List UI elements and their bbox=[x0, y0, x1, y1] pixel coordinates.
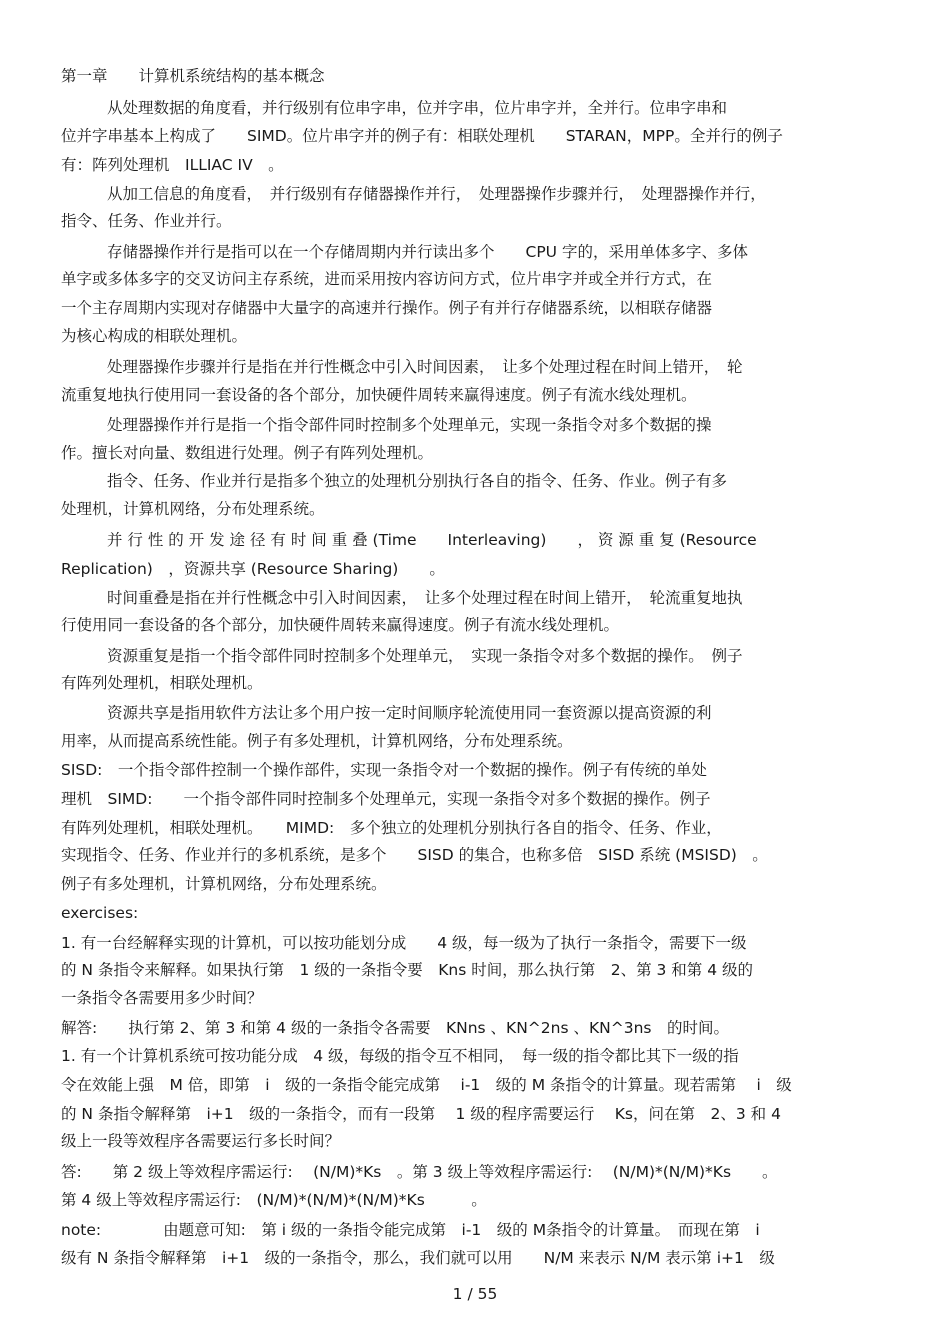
text-line: 指令、任务、作业并行是指多个独立的处理机分别执行各自的指令、任务、作业。例子有多 bbox=[107, 472, 728, 490]
text-line: 有阵列处理机，相联处理机。 MIMD: 多个独立的处理机分别执行各自的指令、任务、作业， bbox=[61, 819, 722, 837]
text-line: 并 行 性 的 开 发 途 径 有 时 间 重 叠 (Time Interleaving) ， 资 源 重 复 (Resource bbox=[107, 531, 757, 549]
text-line: 为核心构成的相联处理机。 bbox=[61, 327, 248, 345]
text-line: 位并字串基本上构成了 SIMD。位片串字并的例子有：相联处理机 STARAN，MPP。全并行的例子 bbox=[61, 127, 783, 145]
text-line: 第 4 级上等效程序需运行: (N/M)*(N/M)*(N/M)*Ks 。 bbox=[61, 1191, 487, 1209]
section-label: exercises: bbox=[61, 904, 139, 922]
text-line: 令在效能上强 M 倍，即第 i 级的一条指令能完成第 i-1 级的 M 条指令的计算量。现若需第 i 级 bbox=[61, 1076, 792, 1094]
text-line: 理机 SIMD: 一个指令部件同时控制多个处理单元，实现一条指令对多个数据的操作。例子 bbox=[61, 790, 711, 808]
text-line: SISD: 一个指令部件控制一个操作部件，实现一条指令对一个数据的操作。例子有传统的单处 bbox=[61, 761, 707, 779]
text-line: 级有 N 条指令解释第 i+1 级的一条指令，那么，我们就可以用 N/M 来表示 N/M 表示第 i+1 级 bbox=[61, 1249, 775, 1267]
text-line: 1. 有一个计算机系统可按功能分成 4 级，每级的指令互不相同， 每一级的指令都比其下一级的指 bbox=[61, 1047, 739, 1065]
text-line: 存储器操作并行是指可以在一个存储周期内并行读出多个 CPU 字的，采用单体多字、多体 bbox=[107, 243, 748, 261]
text-line: 的 N 条指令解释第 i+1 级的一条指令，而有一段第 1 级的程序需要运行 Ks，问在第 2、3 和 4 bbox=[61, 1105, 781, 1123]
text-line: 级上一段等效程序各需要运行多长时间？ bbox=[61, 1132, 341, 1150]
text-line: 处理器操作步骤并行是指在并行性概念中引入时间因素， 让多个处理过程在时间上错开， 轮 bbox=[107, 358, 743, 376]
text-line: 资源重复是指一个指令部件同时控制多个处理单元， 实现一条指令对多个数据的操作。 例子 bbox=[107, 647, 743, 665]
text-line: 实现指令、任务、作业并行的多机系统，是多个 SISD 的集合，也称多倍 SISD 系统 (MSISD) 。 bbox=[61, 846, 768, 864]
text-line: 资源共享是指用软件方法让多个用户按一定时间顺序轮流使用同一套资源以提高资源的利 bbox=[107, 704, 712, 722]
text-line: 从处理数据的角度看，并行级别有位串字串，位并字串，位片串字并，全并行。位串字串和 bbox=[107, 99, 728, 117]
text-line: 用率，从而提高系统性能。例子有多处理机，计算机网络，分布处理系统。 bbox=[61, 732, 573, 750]
text-line: 流重复地执行使用同一套设备的各个部分，加快硬件周转来赢得速度。例子有流水线处理机。 bbox=[61, 386, 697, 404]
text-line: 指令、任务、作业并行。 bbox=[61, 212, 232, 230]
text-line: 一条指令各需要用多少时间？ bbox=[61, 989, 263, 1007]
text-line: 行使用同一套设备的各个部分，加快硬件周转来赢得速度。例子有流水线处理机。 bbox=[61, 616, 620, 634]
text-line: 有：阵列处理机 ILLIAC IV 。 bbox=[61, 156, 284, 174]
text-line: 单字或多体多字的交叉访问主存系统，进而采用按内容访问方式，位片串字并或全并行方式，在 bbox=[61, 270, 713, 288]
text-line: 时间重叠是指在并行性概念中引入时间因素， 让多个处理过程在时间上错开， 轮流重复地执 bbox=[107, 589, 743, 607]
text-line: 的 N 条指令来解释。如果执行第 1 级的一条指令要 Kns 时间，那么执行第 2、第 3 和第 4 级的 bbox=[61, 961, 754, 979]
text-line: 例子有多处理机，计算机网络，分布处理系统。 bbox=[61, 875, 387, 893]
text-line: 处理器操作并行是指一个指令部件同时控制多个处理单元，实现一条指令对多个数据的操 bbox=[107, 416, 712, 434]
text-line: note: 由题意可知: 第 i 级的一条指令能完成第 i-1 级的 M条指令的计算量。 而现在第 i bbox=[61, 1221, 760, 1239]
text-line: 从加工信息的角度看， 并行级别有存储器操作并行， 处理器操作步骤并行， 处理器操作并行， bbox=[107, 185, 766, 203]
text-line: 作。擅长对向量、数组进行处理。例子有阵列处理机。 bbox=[61, 444, 434, 462]
text-line: 答: 第 2 级上等效程序需运行: (N/M)*Ks 。第 3 级上等效程序需运行: (N/M)*(N/M)*Ks 。 bbox=[61, 1163, 778, 1181]
text-line: Replication) ，资源共享 (Resource Sharing) 。 bbox=[61, 560, 445, 578]
chapter-title: 第一章 计算机系统结构的基本概念 bbox=[61, 67, 325, 85]
text-line: 处理机，计算机网络，分布处理系统。 bbox=[61, 500, 325, 518]
text-line: 一个主存周期内实现对存储器中大量字的高速并行操作。例子有并行存储器系统，以相联存储器 bbox=[61, 299, 713, 317]
page-number: 1 / 55 bbox=[452, 1285, 498, 1303]
text-line: 1. 有一台经解释实现的计算机，可以按功能划分成 4 级，每一级为了执行一条指令，需要下一级 bbox=[61, 934, 747, 952]
text-line: 解答: 执行第 2、第 3 和第 4 级的一条指令各需要 KNns 、KN^2ns 、KN^3ns 的时间。 bbox=[61, 1019, 729, 1037]
text-line: 有阵列处理机，相联处理机。 bbox=[61, 674, 263, 692]
